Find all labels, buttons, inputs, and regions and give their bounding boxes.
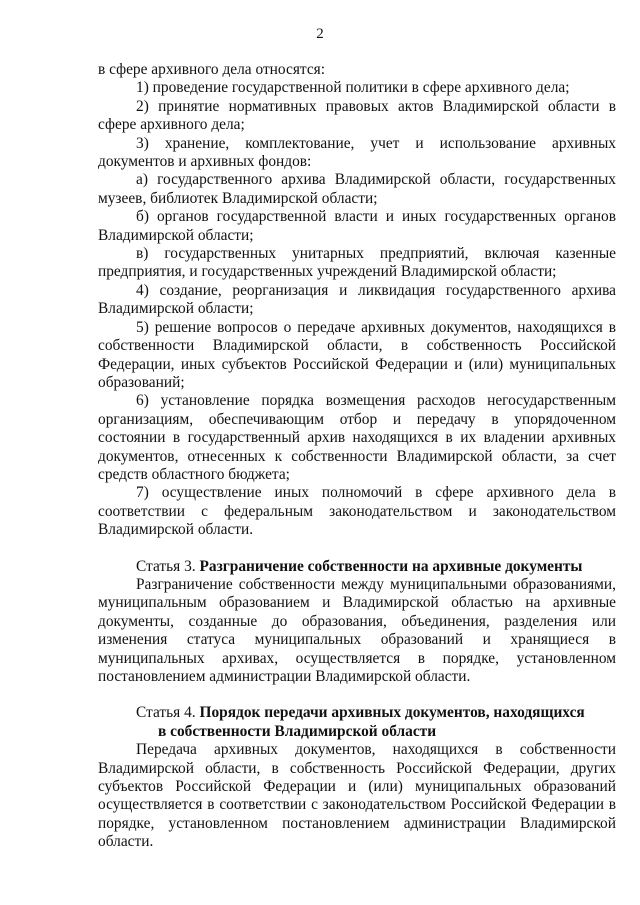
- list-item: 3) хранение, комплектование, учет и использование архивных документов и архивных фондов:: [98, 134, 616, 171]
- article-3-heading: [98, 558, 616, 576]
- list-item: б) органов государственной власти и иных государственных органов Владимирской области;: [98, 208, 616, 244]
- article-4-title-line1: Порядок передачи архивных документов, находящихся: [199, 704, 585, 722]
- article-4-prefix: Статья 4.: [136, 704, 200, 722]
- article-4-title-line2: в собственности Владимирской области: [158, 722, 437, 740]
- list-item: а) государственного архива Владимирской области, государственных музеев, библиотек Владимирской области;: [98, 171, 616, 207]
- article-3-prefix: Статья 3.: [136, 557, 200, 575]
- list-item: 1) проведение государственной политики в сфере архивного дела;: [136, 79, 570, 97]
- list-item: 2) принятие нормативных правовых актов Владимирской области в сфере архивного дела;: [98, 97, 616, 134]
- article-3-body: Разграничение собственности между муниципальными образованиями, муниципальным образованием и Владимирской областью на архивные документы, созданные до образования, объединения, разделения или изменения статуса муниципальных образований и хранящиеся в муниципальных архивах, осуществляется в порядке, установленном постановлением администрации Владимирской области.: [98, 575, 616, 685]
- article-3-title: Разграничение собственности на архивные документы: [199, 557, 583, 575]
- article-4-body: Передача архивных документов, находящихся в собственности Владимирской области, в собственность Российской Федерации, других субъектов Российской Федерации и (или) муниципальных образований осуществляется в соответствии с законодательством Российской Федерации в порядке, установленном постановлением администрации Владимирской области.: [98, 741, 616, 851]
- document-body: [98, 61, 616, 852]
- list-item: 7) осуществление иных полномочий в сфере архивного дела в соответствии с федеральным законодательством и законодательством Владимирской области.: [98, 484, 616, 539]
- list-item: 5) решение вопросов о передаче архивных документов, находящихся в собственности Владимирской области, в собственность Российской Федерации, иных субъектов Российской Федерации и (или) муниципальных образований;: [98, 318, 616, 391]
- list-item: 4) создание, реорганизация и ликвидация государственного архива Владимирской области;: [98, 281, 616, 318]
- article-4-heading: [98, 704, 616, 741]
- list-item: в сфере архивного дела относятся:: [98, 61, 326, 78]
- powers-list: [98, 61, 616, 540]
- list-item: в) государственных унитарных предприятий, включая казенные предприятия, и государственных учреждений Владимирской области;: [98, 245, 616, 281]
- list-item: 6) установление порядка возмещения расходов негосударственным организациям, обеспечивающим отбор и передачу в упорядоченном состоянии в государственный архив находящихся в их владении архивных документов, отнесенных к собственности Владимирской области, за счет средств областного бюджета;: [98, 392, 616, 483]
- page-number: 2: [316, 26, 324, 42]
